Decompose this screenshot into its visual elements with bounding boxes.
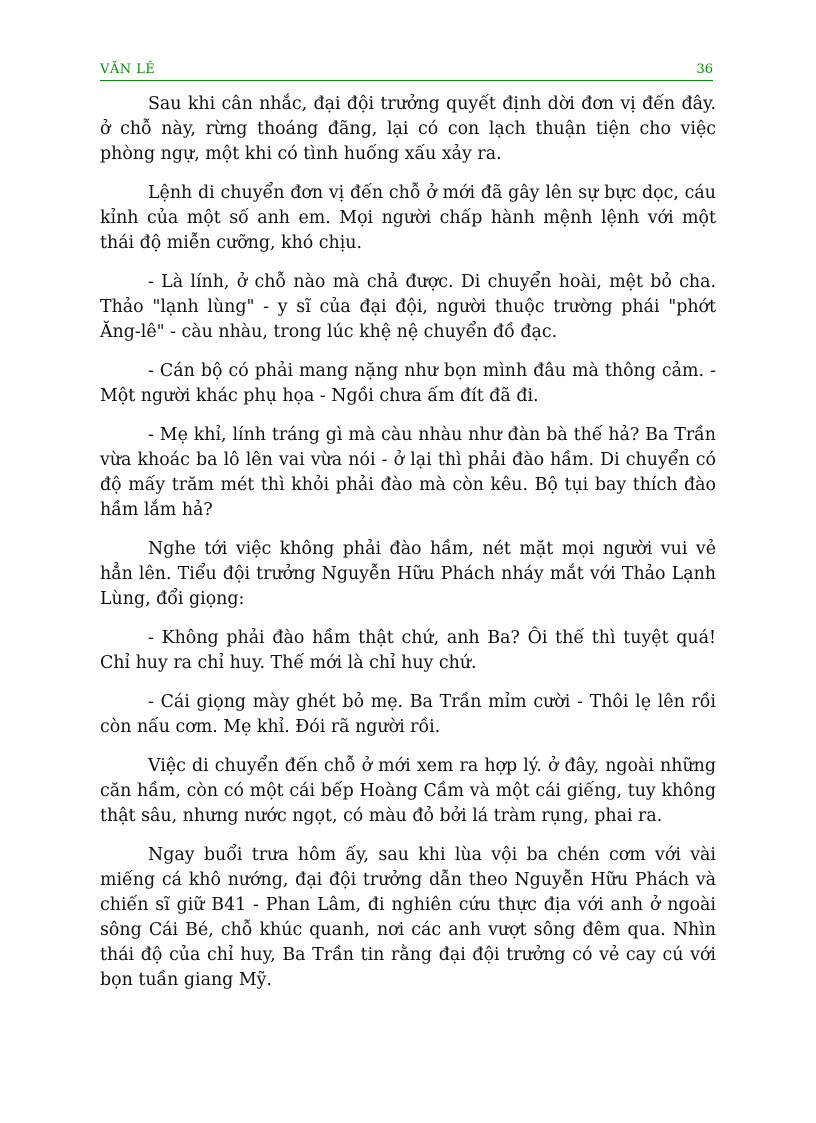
paragraph: Ngay buổi trưa hôm ấy, sau khi lùa vội ba chén cơm với vài miếng cá khô nướng, đại đội trưởng dẫn theo Nguyễn Hữu Phách và chiến sĩ giữ B41 - Phan Lâm, đi nghiên cứu thực địa với anh ở ngoài sông Cái Bé, chỗ khúc quanh, nơi các anh vượt sông đêm qua. Nhìn thái độ của chỉ huy, Ba Trần tin rằng đại đội trưởng có vẻ cay cú với bọn tuần giang Mỹ. — [100, 845, 716, 990]
running-header — [100, 60, 713, 81]
paragraph: Nghe tới việc không phải đào hầm, nét mặt mọi người vui vẻ hẳn lên. Tiểu đội trưởng Nguyễn Hữu Phách nháy mắt với Thảo Lạnh Lùng, đổi giọng: — [100, 539, 716, 609]
paragraph: Việc di chuyển đến chỗ ở mới xem ra hợp lý. ở đây, ngoài những căn hầm, còn có một cái bếp Hoàng Cầm và một cái giếng, tuy không thật sâu, nhưng nước ngọt, có màu đỏ bởi lá tràm rụng, phai ra. — [100, 756, 716, 826]
paragraph: - Là lính, ở chỗ nào mà chả được. Di chuyển hoài, mệt bỏ cha. Thảo "lạnh lùng" - y sĩ của đại đội, người thuộc trường phái "phớt Ăng-lê" - càu nhàu, trong lúc khệ nệ chuyển đồ đạc. — [100, 272, 716, 342]
page-number: 36 — [696, 62, 713, 77]
paragraph: - Cái giọng mày ghét bỏ mẹ. Ba Trần mỉm cười - Thôi lẹ lên rồi còn nấu cơm. Mẹ khỉ. Đói rã người rồi. — [100, 692, 716, 737]
paragraph: Sau khi cân nhắc, đại đội trưởng quyết định dời đơn vị đến đây. ở chỗ này, rừng thoáng đãng, lại có con lạch thuận tiện cho việc phòng ngự, một khi có tình huống xấu xảy ra. — [100, 94, 716, 164]
paragraph: - Cán bộ có phải mang nặng như bọn mình đâu mà thông cảm. - Một người khác phụ họa - Ngồi chưa ấm đít đã đi. — [100, 361, 716, 406]
body-text — [100, 92, 716, 1007]
header-author: VĂN LÊ — [100, 62, 156, 77]
paragraph: Lệnh di chuyển đơn vị đến chỗ ở mới đã gây lên sự bực dọc, cáu kỉnh của một số anh em. Mọi người chấp hành mệnh lệnh với một thái độ miễn cưỡng, khó chịu. — [100, 183, 716, 253]
paragraph: - Không phải đào hầm thật chứ, anh Ba? Ôi thế thì tuyệt quá! Chỉ huy ra chỉ huy. Thế mới là chỉ huy chứ. — [100, 628, 716, 673]
paragraph: - Mẹ khỉ, lính tráng gì mà càu nhàu như đàn bà thế hả? Ba Trần vừa khoác ba lô lên vai vừa nói - ở lại thì phải đào hầm. Di chuyển có độ mấy trăm mét thì khỏi phải đào mà còn kêu. Bộ tụi bay thích đào hầm lắm hả? — [100, 425, 716, 520]
